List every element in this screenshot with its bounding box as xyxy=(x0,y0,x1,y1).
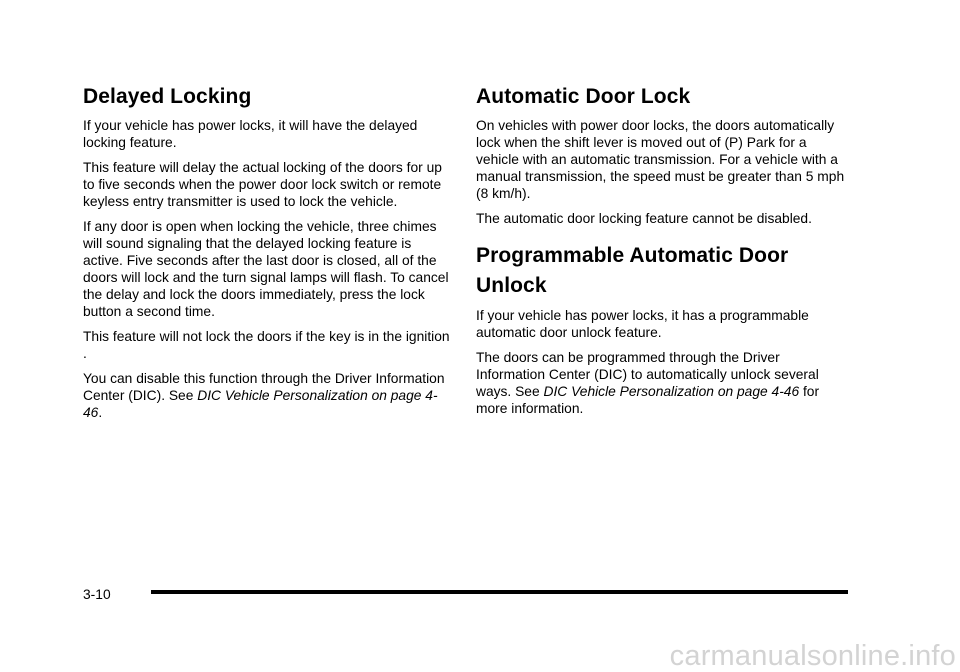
delayed-locking-paragraph-1: If your vehicle has power locks, it will have the delayed locking feature. xyxy=(83,118,418,150)
paragraph-text: for more information. xyxy=(476,384,820,416)
page-number: 3-10 xyxy=(83,587,111,602)
left-column xyxy=(83,84,453,429)
automatic-door-lock-paragraph-2: The automatic door locking feature cannot be disabled. xyxy=(476,211,812,226)
watermark: carmanualsonline.info xyxy=(669,640,956,672)
paragraph-text: The doors can be programmed through the Driver Information Center (DIC) to automatically unlock several ways. See xyxy=(476,350,819,399)
delayed-locking-paragraph-4: This feature will not lock the doors if the key is in the ignition . xyxy=(83,329,450,361)
delayed-locking-paragraph-5 xyxy=(83,370,453,421)
programmable-unlock-paragraph-2 xyxy=(476,349,851,417)
automatic-door-lock-paragraph-1: On vehicles with power door locks, the doors automatically lock when the shift lever is moved out of (P) Park for a vehicle with an automatic transmission. For a vehicle with a manual transmission, the speed must be greater than 5 mph (8 km/h). xyxy=(476,118,845,201)
programmable-unlock-heading: Programmable Automatic Door Unlock xyxy=(476,244,789,297)
delayed-locking-heading: Delayed Locking xyxy=(83,85,252,108)
paragraph-text: You can disable this function through the Driver Information Center (DIC). See xyxy=(83,371,445,403)
paragraph-text: . xyxy=(98,405,103,420)
cross-reference-link[interactable]: DIC Vehicle Personalization on page 4-46 xyxy=(83,388,438,420)
programmable-unlock-paragraph-1: If your vehicle has power locks, it has a programmable automatic door unlock feature. xyxy=(476,308,809,340)
footer-rule xyxy=(151,590,848,594)
delayed-locking-paragraph-3: If any door is open when locking the vehicle, three chimes will sound signaling that the delayed locking feature is active. Five seconds after the last door is closed, all of the doors will lock and the turn signal lamps will flash. To cancel the delay and lock the doors immediately, press the lock button a second time. xyxy=(83,219,449,319)
delayed-locking-paragraph-2: This feature will delay the actual locking of the doors for up to five seconds when the power door lock switch or remote keyless entry transmitter is used to lock the vehicle. xyxy=(83,160,442,209)
automatic-door-lock-heading: Automatic Door Lock xyxy=(476,85,691,108)
cross-reference-link[interactable]: DIC Vehicle Personalization on page 4-46 xyxy=(543,384,800,399)
right-column xyxy=(476,84,851,425)
